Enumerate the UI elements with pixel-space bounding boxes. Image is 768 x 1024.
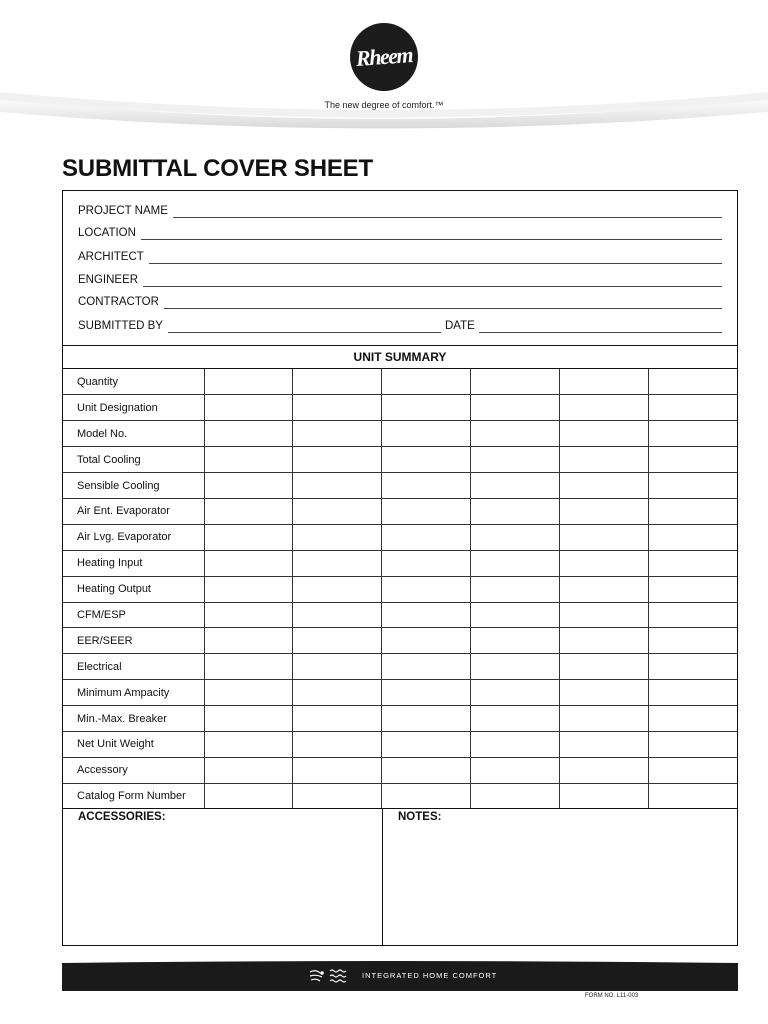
unit-cell[interactable] <box>470 680 559 706</box>
table-row <box>63 680 737 706</box>
unit-cell[interactable] <box>382 783 471 809</box>
unit-cell[interactable] <box>293 550 382 576</box>
unit-cell[interactable] <box>204 680 293 706</box>
contractor-field[interactable] <box>78 293 722 309</box>
unit-cell[interactable] <box>648 628 737 654</box>
unit-cell[interactable] <box>559 498 648 524</box>
fan-icon <box>310 971 323 981</box>
unit-cell[interactable] <box>559 421 648 447</box>
location-label: LOCATION <box>78 227 136 239</box>
row-label: Model No. <box>63 421 204 447</box>
engineer-field[interactable] <box>78 271 722 287</box>
rheem-logo <box>350 23 418 91</box>
unit-cell[interactable] <box>204 395 293 421</box>
unit-cell[interactable] <box>382 731 471 757</box>
table-row <box>63 576 737 602</box>
row-label: Catalog Form Number <box>63 783 204 809</box>
logo-text: Rheem <box>355 42 413 71</box>
row-label: CFM/ESP <box>63 602 204 628</box>
row-label: Heating Output <box>63 576 204 602</box>
unit-cell[interactable] <box>293 680 382 706</box>
architect-line[interactable] <box>149 252 722 264</box>
unit-cell[interactable] <box>559 447 648 473</box>
unit-cell[interactable] <box>204 654 293 680</box>
unit-cell[interactable] <box>293 473 382 499</box>
unit-cell[interactable] <box>382 680 471 706</box>
engineer-line[interactable] <box>143 275 722 287</box>
unit-cell[interactable] <box>648 783 737 809</box>
unit-cell[interactable] <box>559 524 648 550</box>
unit-cell[interactable] <box>559 706 648 732</box>
table-row <box>63 602 737 628</box>
unit-cell[interactable] <box>293 369 382 395</box>
table-row <box>63 783 737 809</box>
unit-cell[interactable] <box>559 731 648 757</box>
unit-cell[interactable] <box>559 783 648 809</box>
row-label: Accessory <box>63 757 204 783</box>
unit-cell[interactable] <box>648 757 737 783</box>
unit-summary-heading: UNIT SUMMARY <box>63 345 737 369</box>
unit-cell[interactable] <box>204 628 293 654</box>
unit-cell[interactable] <box>204 602 293 628</box>
unit-cell[interactable] <box>470 731 559 757</box>
page-header <box>0 0 768 135</box>
location-line[interactable] <box>141 228 722 240</box>
unit-cell[interactable] <box>293 783 382 809</box>
table-row <box>63 498 737 524</box>
unit-cell[interactable] <box>648 498 737 524</box>
unit-cell[interactable] <box>204 421 293 447</box>
unit-cell[interactable] <box>470 628 559 654</box>
unit-cell[interactable] <box>559 576 648 602</box>
row-label: Air Lvg. Evaporator <box>63 524 204 550</box>
row-label: Min.-Max. Breaker <box>63 706 204 732</box>
unit-cell[interactable] <box>293 654 382 680</box>
unit-cell[interactable] <box>382 447 471 473</box>
project-info <box>63 191 737 345</box>
unit-summary-table <box>63 369 737 809</box>
tagline: The new degree of comfort.™ <box>324 100 444 110</box>
section-divider <box>382 809 383 945</box>
row-label: Net Unit Weight <box>63 731 204 757</box>
unit-cell[interactable] <box>293 498 382 524</box>
unit-cell[interactable] <box>204 757 293 783</box>
unit-cell[interactable] <box>382 524 471 550</box>
unit-cell[interactable] <box>470 395 559 421</box>
unit-cell[interactable] <box>204 706 293 732</box>
unit-cell[interactable] <box>204 369 293 395</box>
location-field[interactable] <box>78 224 722 240</box>
unit-cell[interactable] <box>470 447 559 473</box>
unit-cell[interactable] <box>382 757 471 783</box>
unit-cell[interactable] <box>382 602 471 628</box>
table-row <box>63 757 737 783</box>
unit-cell[interactable] <box>470 421 559 447</box>
unit-cell[interactable] <box>204 447 293 473</box>
heat-wave-icon <box>330 970 346 982</box>
row-label: Air Ent. Evaporator <box>63 498 204 524</box>
project-name-label: PROJECT NAME <box>78 205 168 217</box>
unit-cell[interactable] <box>293 421 382 447</box>
table-row <box>63 731 737 757</box>
unit-cell[interactable] <box>382 654 471 680</box>
unit-cell[interactable] <box>382 369 471 395</box>
unit-cell[interactable] <box>470 654 559 680</box>
page-title: SUBMITTAL COVER SHEET <box>62 155 373 182</box>
unit-cell[interactable] <box>293 395 382 421</box>
unit-cell[interactable] <box>470 524 559 550</box>
unit-cell[interactable] <box>293 731 382 757</box>
unit-cell[interactable] <box>470 602 559 628</box>
architect-field[interactable] <box>78 248 722 264</box>
unit-cell[interactable] <box>559 628 648 654</box>
unit-cell[interactable] <box>293 757 382 783</box>
unit-cell[interactable] <box>470 498 559 524</box>
unit-cell[interactable] <box>648 524 737 550</box>
unit-cell[interactable] <box>382 576 471 602</box>
unit-cell[interactable] <box>293 628 382 654</box>
contractor-line[interactable] <box>164 297 722 309</box>
submitted-by-line[interactable] <box>168 321 441 333</box>
unit-cell[interactable] <box>382 421 471 447</box>
architect-label: ARCHITECT <box>78 251 144 263</box>
unit-cell[interactable] <box>204 783 293 809</box>
unit-cell[interactable] <box>559 473 648 499</box>
notes-label: NOTES: <box>398 811 442 823</box>
unit-cell[interactable] <box>559 550 648 576</box>
unit-cell[interactable] <box>293 447 382 473</box>
unit-cell[interactable] <box>470 757 559 783</box>
table-row <box>63 524 737 550</box>
row-label: Sensible Cooling <box>63 473 204 499</box>
table-row <box>63 421 737 447</box>
unit-cell[interactable] <box>559 654 648 680</box>
unit-cell[interactable] <box>293 576 382 602</box>
footer-band <box>62 961 738 991</box>
engineer-label: ENGINEER <box>78 274 139 286</box>
submitted-by-label: SUBMITTED BY <box>78 320 163 332</box>
row-label: Heating Input <box>63 550 204 576</box>
table-row <box>63 706 737 732</box>
unit-cell[interactable] <box>648 447 737 473</box>
unit-cell[interactable] <box>204 473 293 499</box>
table-row <box>63 550 737 576</box>
unit-cell[interactable] <box>648 576 737 602</box>
table-row <box>63 628 737 654</box>
unit-cell[interactable] <box>204 524 293 550</box>
unit-cell[interactable] <box>382 498 471 524</box>
row-label: Minimum Ampacity <box>63 680 204 706</box>
bottom-section <box>63 808 737 945</box>
table-row <box>63 447 737 473</box>
unit-cell[interactable] <box>293 524 382 550</box>
unit-cell[interactable] <box>204 576 293 602</box>
unit-cell[interactable] <box>470 473 559 499</box>
unit-cell[interactable] <box>382 628 471 654</box>
unit-cell[interactable] <box>204 498 293 524</box>
unit-cell[interactable] <box>470 576 559 602</box>
unit-cell[interactable] <box>648 473 737 499</box>
unit-cell[interactable] <box>382 550 471 576</box>
footer-icons <box>308 967 352 985</box>
accessories-label: ACCESSORIES: <box>78 811 166 823</box>
date-line[interactable] <box>479 321 722 333</box>
unit-cell[interactable] <box>559 369 648 395</box>
unit-cell[interactable] <box>470 369 559 395</box>
row-label: EER/SEER <box>63 628 204 654</box>
unit-cell[interactable] <box>648 395 737 421</box>
submitted-by-field[interactable] <box>78 317 722 333</box>
unit-cell[interactable] <box>293 706 382 732</box>
unit-cell[interactable] <box>648 706 737 732</box>
form-number: FORM NO. L11-003 <box>585 993 639 999</box>
unit-summary-body <box>63 369 737 809</box>
unit-cell[interactable] <box>648 654 737 680</box>
unit-cell[interactable] <box>559 602 648 628</box>
unit-cell[interactable] <box>204 550 293 576</box>
project-name-line[interactable] <box>173 206 722 218</box>
unit-cell[interactable] <box>470 783 559 809</box>
row-label: Total Cooling <box>63 447 204 473</box>
unit-cell[interactable] <box>648 602 737 628</box>
unit-cell[interactable] <box>382 395 471 421</box>
unit-cell[interactable] <box>648 731 737 757</box>
table-row <box>63 473 737 499</box>
row-label: Unit Designation <box>63 395 204 421</box>
row-label: Electrical <box>63 654 204 680</box>
unit-cell[interactable] <box>470 706 559 732</box>
table-row <box>63 395 737 421</box>
table-row <box>63 654 737 680</box>
unit-cell[interactable] <box>648 680 737 706</box>
footer-text: INTEGRATED HOME COMFORT <box>362 971 498 980</box>
unit-cell[interactable] <box>648 369 737 395</box>
unit-cell[interactable] <box>648 550 737 576</box>
unit-cell[interactable] <box>559 757 648 783</box>
unit-cell[interactable] <box>559 680 648 706</box>
unit-cell[interactable] <box>648 421 737 447</box>
submittal-form <box>62 190 738 946</box>
date-label: DATE <box>444 320 475 332</box>
unit-cell[interactable] <box>382 473 471 499</box>
contractor-label: CONTRACTOR <box>78 296 159 308</box>
unit-cell[interactable] <box>293 602 382 628</box>
unit-cell[interactable] <box>559 395 648 421</box>
project-name-field[interactable] <box>78 202 722 218</box>
table-row <box>63 369 737 395</box>
unit-cell[interactable] <box>470 550 559 576</box>
row-label: Quantity <box>63 369 204 395</box>
unit-cell[interactable] <box>382 706 471 732</box>
unit-cell[interactable] <box>204 731 293 757</box>
